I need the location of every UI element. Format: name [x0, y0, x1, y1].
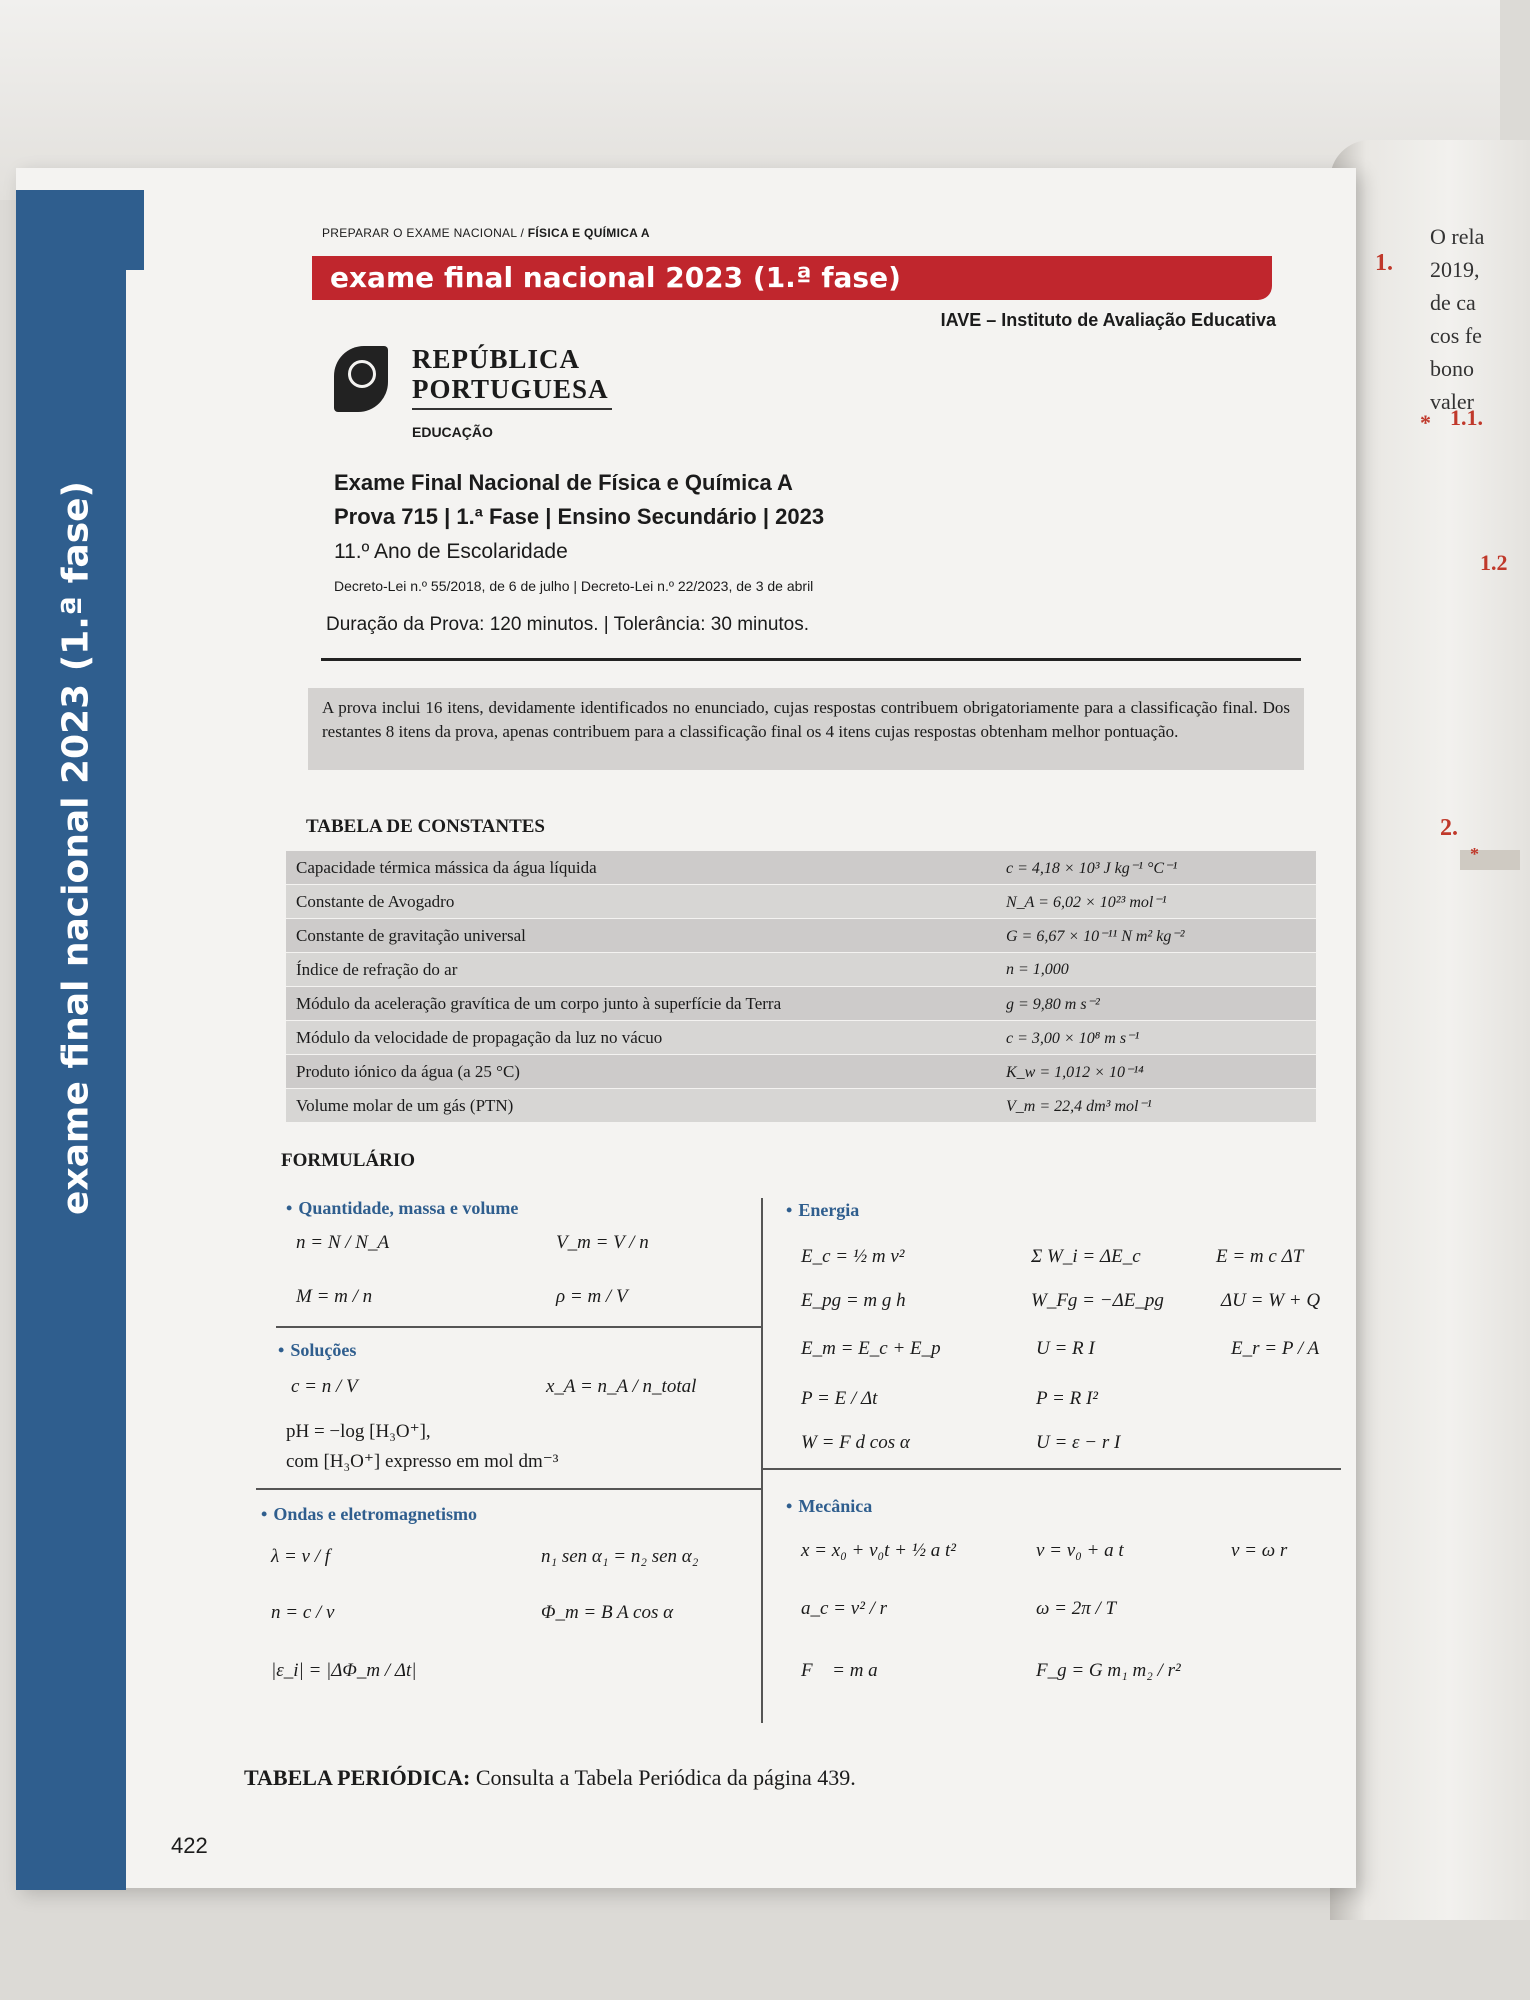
facing-subitem: 1.1. [1450, 405, 1483, 430]
constant-value: V_m = 22,4 dm³ mol⁻¹ [996, 1089, 1316, 1123]
column-divider [761, 1198, 763, 1723]
republic-emblem-icon [334, 346, 388, 412]
formula: ρ = m / V [556, 1286, 628, 1307]
divider [321, 658, 1301, 661]
formula: U = ε − r I [1036, 1432, 1121, 1453]
running-header: PREPARAR O EXAME NACIONAL / FÍSICA E QUÍMICA A [322, 226, 650, 240]
section-heading-mecanica: • Mecânica [786, 1496, 873, 1516]
formula: E_pg = m g h [801, 1290, 906, 1311]
formula: U = R I [1036, 1338, 1095, 1359]
table-row [286, 953, 1316, 987]
formula: n = N / N_A [296, 1232, 390, 1253]
exam-duration: Duração da Prova: 120 minutos. | Tolerância: 30 minutos. [326, 614, 810, 635]
constants-heading: TABELA DE CONSTANTES [306, 816, 545, 837]
constant-value: c = 3,00 × 10⁸ m s⁻¹ [996, 1021, 1316, 1055]
section-heading-quantidade: • Quantidade, massa e volume [286, 1198, 519, 1218]
formula: com [H₃O⁺] expresso em mol dm⁻³ [286, 1451, 559, 1472]
section-divider [276, 1326, 761, 1328]
constant-value: c = 4,18 × 10³ J kg⁻¹ °C⁻¹ [996, 851, 1316, 885]
instructions-box: A prova inclui 16 itens, devidamente identificados no enunciado, cujas respostas contribuem obrigatoriamente para a classificação final. Dos restantes 8 itens da prova, apenas contribuem para a classificação final os 4 itens cujas respostas obtenham melhor pontuação. [308, 688, 1304, 770]
decree-line: Decreto-Lei n.º 55/2018, de 6 de julho | Decreto-Lei n.º 22/2023, de 3 de abril [334, 578, 814, 594]
table-row [286, 1089, 1316, 1123]
star-icon: * [1420, 410, 1431, 435]
formula: ω = 2π / T [1036, 1598, 1117, 1619]
constant-value: g = 9,80 m s⁻² [996, 987, 1316, 1021]
section-heading-energia: • Energia [786, 1200, 860, 1220]
formula: Φ_m = B A cos α [541, 1602, 674, 1623]
formula: v = ω r [1231, 1540, 1288, 1561]
constant-name: Constante de gravitação universal [286, 919, 996, 953]
constant-name: Índice de refração do ar [286, 953, 996, 987]
formula: P = R I² [1036, 1388, 1098, 1409]
section-divider [256, 1488, 761, 1490]
side-title: exame final nacional 2023 (1.ª fase) [55, 481, 97, 1215]
formula: a_c = v² / r [801, 1598, 888, 1619]
section-heading-ondas: • Ondas e eletromagnetismo [261, 1504, 477, 1524]
facing-item-text: O rela 2019, de ca cos fe bono valer [1430, 224, 1485, 414]
side-stripe-notch [126, 190, 144, 270]
formula: E = m c ΔT [1216, 1246, 1304, 1267]
formula: x = x₀ + v₀t + ½ a t² [801, 1540, 956, 1561]
institute-name: IAVE – Instituto de Avaliação Educativa [940, 310, 1276, 330]
formula: v = v₀ + a t [1036, 1540, 1124, 1561]
star-icon: * [1470, 844, 1479, 864]
facing-item-number: 2. [1440, 815, 1458, 841]
page-number: 422 [171, 1833, 208, 1858]
formula: n₁ sen α₁ = n₂ sen α₂ [541, 1546, 699, 1567]
formula: c = n / V [291, 1376, 358, 1397]
book-page [16, 168, 1356, 1888]
constant-name: Constante de Avogadro [286, 885, 996, 919]
constants-table [286, 851, 1316, 1123]
constant-value: G = 6,67 × 10⁻¹¹ N m² kg⁻² [996, 919, 1316, 953]
constant-name: Volume molar de um gás (PTN) [286, 1089, 996, 1123]
formula: M = m / n [296, 1286, 373, 1307]
table-row [286, 1021, 1316, 1055]
formula: ΔU = W + Q [1221, 1290, 1321, 1311]
constant-value: n = 1,000 [996, 953, 1316, 987]
table-row [286, 1055, 1316, 1089]
table-row [286, 987, 1316, 1021]
formula: V_m = V / n [556, 1232, 649, 1253]
formula: pH = −log [H₃O⁺], [286, 1421, 431, 1442]
formula: P = E / Δt [801, 1388, 878, 1409]
constant-name: Produto iónico da água (a 25 °C) [286, 1055, 996, 1089]
section-heading-solucoes: • Soluções [278, 1340, 357, 1360]
section-divider [761, 1468, 1341, 1470]
table-row [286, 851, 1316, 885]
exam-banner: exame final nacional 2023 (1.ª fase) [312, 256, 1272, 300]
periodic-table-note: TABELA PERIÓDICA: Consulta a Tabela Periódica da página 439. [244, 1765, 856, 1790]
facing-subitem: 1.2 [1480, 550, 1508, 575]
formula: |ε_i| = |ΔΦ_m / Δt| [271, 1660, 417, 1681]
table-row [286, 919, 1316, 953]
formulary-heading: FORMULÁRIO [281, 1150, 416, 1171]
formula: n = c / v [271, 1602, 335, 1623]
formula: E_m = E_c + E_p [801, 1338, 941, 1359]
formula: E_c = ½ m v² [801, 1246, 905, 1267]
exam-year: 11.º Ano de Escolaridade [334, 540, 568, 563]
logo-subtitle: EDUCAÇÃO [412, 424, 493, 440]
facing-label-box [1460, 850, 1520, 870]
exam-title: Exame Final Nacional de Física e Química A [334, 470, 793, 495]
formula: x_A = n_A / n_total [546, 1376, 697, 1397]
formula: W_Fg = −ΔE_pg [1031, 1290, 1164, 1311]
table-row [286, 885, 1316, 919]
formula: E_r = P / A [1231, 1338, 1320, 1359]
formula: W = F d cos α [801, 1432, 910, 1453]
constant-name: Módulo da velocidade de propagação da luz no vácuo [286, 1021, 996, 1055]
constant-name: Capacidade térmica mássica da água líquida [286, 851, 996, 885]
formula: Σ W_i = ΔE_c [1031, 1246, 1141, 1267]
formula: F_g = G m₁ m₂ / r² [1036, 1660, 1181, 1681]
logo-title: REPÚBLICA PORTUGUESA [412, 344, 612, 410]
formula: λ = v / f [271, 1546, 331, 1567]
constant-name: Módulo da aceleração gravítica de um corpo junto à superfície da Terra [286, 987, 996, 1021]
formulary [256, 1198, 1376, 1738]
constant-value: N_A = 6,02 × 10²³ mol⁻¹ [996, 885, 1316, 919]
facing-item-number: 1. [1375, 250, 1393, 276]
formula: F⃗ = m a⃗ [801, 1660, 893, 1681]
exam-subtitle: Prova 715 | 1.ª Fase | Ensino Secundário | 2023 [334, 504, 825, 529]
constant-value: K_w = 1,012 × 10⁻¹⁴ [996, 1055, 1316, 1089]
